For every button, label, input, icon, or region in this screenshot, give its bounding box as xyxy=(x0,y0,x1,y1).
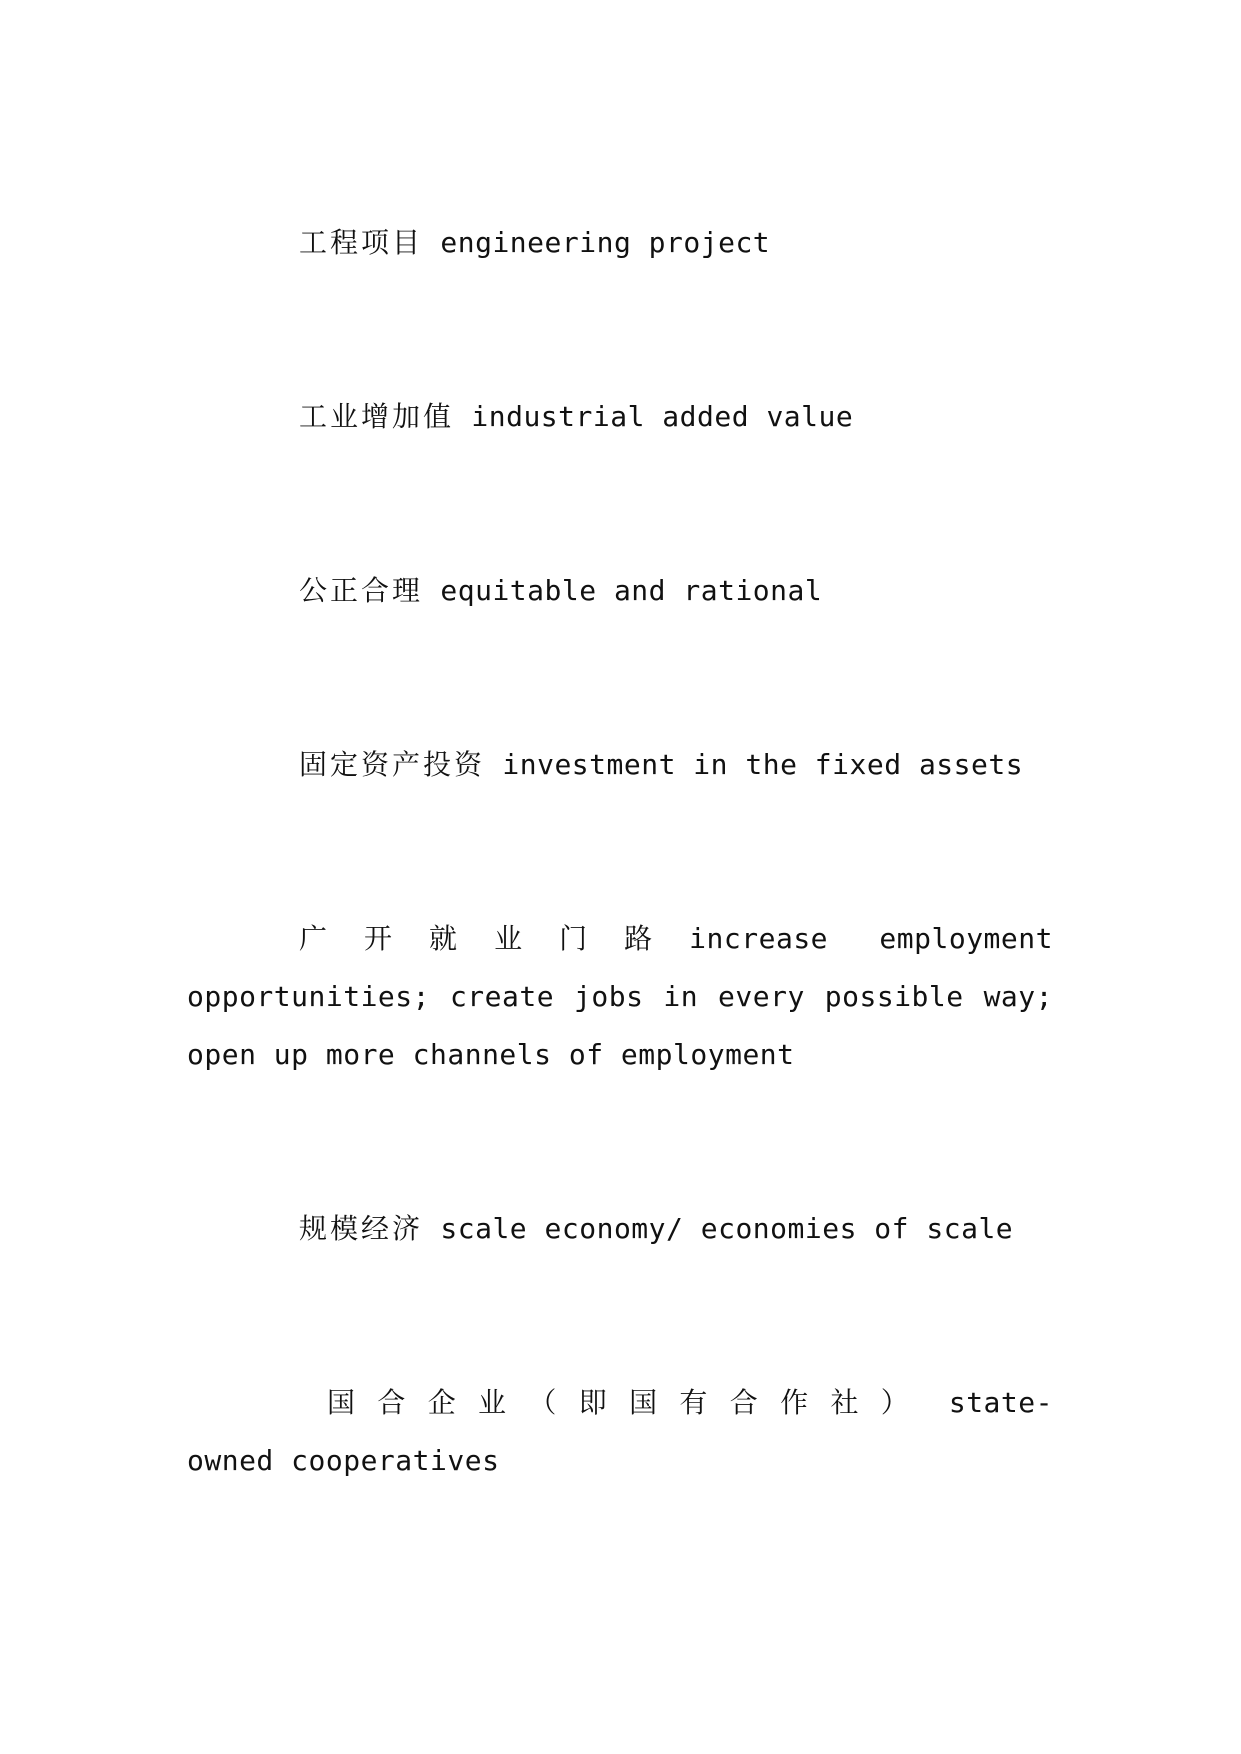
glossary-entry xyxy=(187,388,1053,446)
chinese-term: 工程项目 xyxy=(299,226,424,259)
chinese-term: 广开就业门路 xyxy=(299,922,690,955)
glossary-entry xyxy=(187,910,1071,1084)
chinese-term: 固定资产投资 xyxy=(299,748,486,781)
english-translation: engineering project xyxy=(423,226,771,259)
english-translation: state-owned cooperatives xyxy=(187,1386,1053,1477)
english-translation: increase employment opportunities; create jobs in every possible way; open up more channels of employment xyxy=(187,922,1071,1071)
chinese-term: 公正合理 xyxy=(299,574,424,607)
english-translation: industrial added value xyxy=(454,400,854,433)
english-translation: investment in the fixed assets xyxy=(485,748,1024,781)
chinese-term: 工业增加值 xyxy=(299,400,455,433)
glossary-entry xyxy=(187,1200,1053,1258)
english-translation: scale economy/ economies of scale xyxy=(423,1212,1014,1245)
glossary-entry xyxy=(187,214,1053,272)
chinese-term: 规模经济 xyxy=(299,1212,424,1245)
english-translation: equitable and rational xyxy=(423,574,823,607)
glossary-entry xyxy=(187,562,1053,620)
chinese-term: 国合企业（即国有合作社） xyxy=(327,1386,932,1419)
glossary-entry xyxy=(187,736,1053,794)
glossary-entry xyxy=(187,1374,1053,1490)
